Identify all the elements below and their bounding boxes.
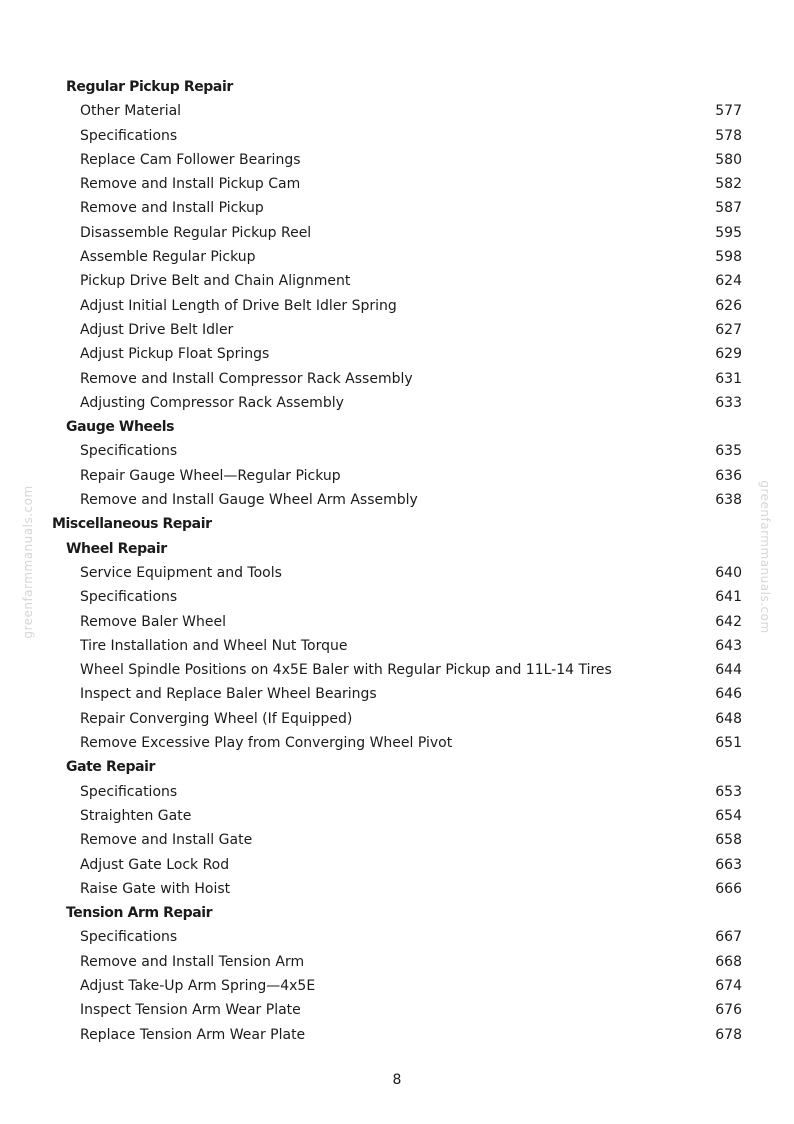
toc-section-heading[interactable] <box>0 537 794 561</box>
toc-entry-page: 640 <box>715 564 742 581</box>
toc-entry-title: Pickup Drive Belt and Chain Alignment <box>80 273 351 290</box>
toc-entry[interactable] <box>0 367 794 391</box>
toc-entry[interactable] <box>0 658 794 682</box>
toc-entry-page: 626 <box>715 297 742 314</box>
toc-entry-title: Adjust Initial Length of Drive Belt Idler Spring <box>80 297 397 314</box>
toc-entry-page: 648 <box>715 710 742 727</box>
toc-entry-title: Adjust Take-Up Arm Spring—4x5E <box>80 977 316 994</box>
toc-entry-title: Wheel Repair <box>66 540 167 557</box>
toc-entry[interactable] <box>0 342 794 366</box>
toc-entry-title: Service Equipment and Tools <box>80 564 282 581</box>
toc-entry[interactable] <box>0 464 794 488</box>
toc-entry-title: Remove and Install Pickup <box>80 200 264 217</box>
toc-entry-page: 595 <box>715 224 742 241</box>
toc-entry-page: 624 <box>715 273 742 290</box>
toc-entry-title: Miscellaneous Repair <box>52 516 212 533</box>
toc-entry-title: Specifications <box>80 783 178 800</box>
toc-entry-page: 642 <box>715 613 742 630</box>
toc-entry-page: 663 <box>715 856 742 873</box>
toc-entry[interactable] <box>0 245 794 269</box>
table-of-contents <box>0 75 794 1047</box>
toc-entry-page: 635 <box>715 443 742 460</box>
toc-entry-title: Remove Baler Wheel <box>80 613 226 630</box>
toc-entry[interactable] <box>0 853 794 877</box>
toc-entry[interactable] <box>0 585 794 609</box>
toc-entry[interactable] <box>0 221 794 245</box>
toc-entry[interactable] <box>0 634 794 658</box>
toc-entry-page: 641 <box>715 589 742 606</box>
toc-entry-title: Wheel Spindle Positions on 4x5E Baler with Regular Pickup and 11L-14 Tires <box>80 662 612 679</box>
toc-entry-title: Remove and Install Tension Arm <box>80 953 305 970</box>
toc-entry[interactable] <box>0 707 794 731</box>
toc-entry[interactable] <box>0 488 794 512</box>
toc-entry-title: Specifications <box>80 589 178 606</box>
toc-entry-title: Remove and Install Compressor Rack Assembly <box>80 370 413 387</box>
toc-section-heading[interactable] <box>0 901 794 925</box>
toc-entry-title: Replace Cam Follower Bearings <box>80 151 301 168</box>
toc-entry-title: Adjust Pickup Float Springs <box>80 346 270 363</box>
toc-entry-page: 629 <box>715 346 742 363</box>
toc-section-heading[interactable] <box>0 755 794 779</box>
toc-entry[interactable] <box>0 682 794 706</box>
toc-entry[interactable] <box>0 172 794 196</box>
toc-entry-page: 638 <box>715 492 742 509</box>
toc-entry[interactable] <box>0 974 794 998</box>
toc-entry-page: 578 <box>715 127 742 144</box>
toc-entry[interactable] <box>0 828 794 852</box>
page-number: 8 <box>392 1072 402 1088</box>
toc-entry-title: Adjust Gate Lock Rod <box>80 856 230 873</box>
toc-entry[interactable] <box>0 950 794 974</box>
toc-entry-title: Regular Pickup Repair <box>66 79 233 95</box>
toc-entry-title: Tire Installation and Wheel Nut Torque <box>80 637 348 654</box>
toc-entry[interactable] <box>0 877 794 901</box>
toc-entry-title: Remove Excessive Play from Converging Wheel Pivot <box>80 735 453 752</box>
toc-entry[interactable] <box>0 391 794 415</box>
toc-entry-page: 636 <box>715 467 742 484</box>
toc-entry-title: Remove and Install Gauge Wheel Arm Assembly <box>80 492 418 509</box>
toc-entry[interactable] <box>0 99 794 123</box>
toc-entry-title: Other Material <box>80 103 182 120</box>
toc-entry-page: 678 <box>715 1026 742 1043</box>
toc-entry-title: Assemble Regular Pickup <box>80 249 256 266</box>
toc-entry-title: Inspect and Replace Baler Wheel Bearings <box>80 686 377 703</box>
toc-entry-page: 633 <box>715 394 742 411</box>
toc-entry-title: Replace Tension Arm Wear Plate <box>80 1026 306 1043</box>
toc-entry[interactable] <box>0 196 794 220</box>
toc-entry-title: Raise Gate with Hoist <box>80 880 231 897</box>
toc-entry[interactable] <box>0 1023 794 1047</box>
toc-entry-title: Remove and Install Pickup Cam <box>80 176 301 193</box>
toc-entry-page: 577 <box>715 103 742 120</box>
toc-entry[interactable] <box>0 780 794 804</box>
toc-section-heading[interactable] <box>0 415 794 439</box>
toc-entry-title: Remove and Install Gate <box>80 832 253 849</box>
toc-entry-title: Gate Repair <box>66 759 156 776</box>
toc-entry[interactable] <box>0 439 794 463</box>
toc-entry-page: 658 <box>715 832 742 849</box>
toc-entry[interactable] <box>0 294 794 318</box>
toc-entry-title: Straighten Gate <box>80 807 192 824</box>
toc-entry-title: Repair Gauge Wheel—Regular Pickup <box>80 467 341 484</box>
toc-entry-page: 667 <box>715 929 742 946</box>
toc-entry[interactable] <box>0 269 794 293</box>
toc-entry-page: 651 <box>715 735 742 752</box>
toc-entry[interactable] <box>0 925 794 949</box>
toc-entry-page: 653 <box>715 783 742 800</box>
toc-entry-page: 627 <box>715 321 742 338</box>
toc-entry-title: Specifications <box>80 929 178 946</box>
toc-entry-page: 644 <box>715 662 742 679</box>
toc-entry-page: 587 <box>715 200 742 217</box>
toc-entry-page: 598 <box>715 249 742 266</box>
toc-entry-page: 674 <box>715 977 742 994</box>
toc-entry-title: Adjusting Compressor Rack Assembly <box>80 394 344 411</box>
toc-section-heading[interactable] <box>0 75 794 99</box>
toc-entry-page: 631 <box>715 370 742 387</box>
toc-entry-title: Adjust Drive Belt Idler <box>80 321 234 338</box>
watermark-left: greenfarmmanuals.com <box>21 485 35 639</box>
toc-entry[interactable] <box>0 148 794 172</box>
toc-entry-title: Repair Converging Wheel (If Equipped) <box>80 710 353 727</box>
toc-entry-page: 668 <box>715 953 742 970</box>
toc-entry-page: 654 <box>715 807 742 824</box>
toc-section-heading[interactable] <box>0 512 794 536</box>
toc-entry-title: Inspect Tension Arm Wear Plate <box>80 1002 301 1019</box>
toc-entry-page: 666 <box>715 880 742 897</box>
toc-entry-page: 676 <box>715 1002 742 1019</box>
toc-entry-title: Disassemble Regular Pickup Reel <box>80 224 312 241</box>
toc-entry[interactable] <box>0 731 794 755</box>
toc-entry-title: Tension Arm Repair <box>66 905 213 922</box>
toc-entry-page: 643 <box>715 637 742 654</box>
toc-entry-title: Specifications <box>80 127 178 144</box>
toc-entry-title: Gauge Wheels <box>66 419 175 436</box>
watermark-right: greenfarmmanuals.com <box>758 480 772 634</box>
toc-entry[interactable] <box>0 124 794 148</box>
toc-entry[interactable] <box>0 610 794 634</box>
toc-entry-page: 582 <box>715 176 742 193</box>
toc-entry[interactable] <box>0 561 794 585</box>
toc-entry[interactable] <box>0 804 794 828</box>
toc-entry[interactable] <box>0 318 794 342</box>
toc-entry[interactable] <box>0 998 794 1022</box>
toc-entry-title: Specifications <box>80 443 178 460</box>
toc-entry-page: 646 <box>715 686 742 703</box>
toc-entry-page: 580 <box>715 151 742 168</box>
